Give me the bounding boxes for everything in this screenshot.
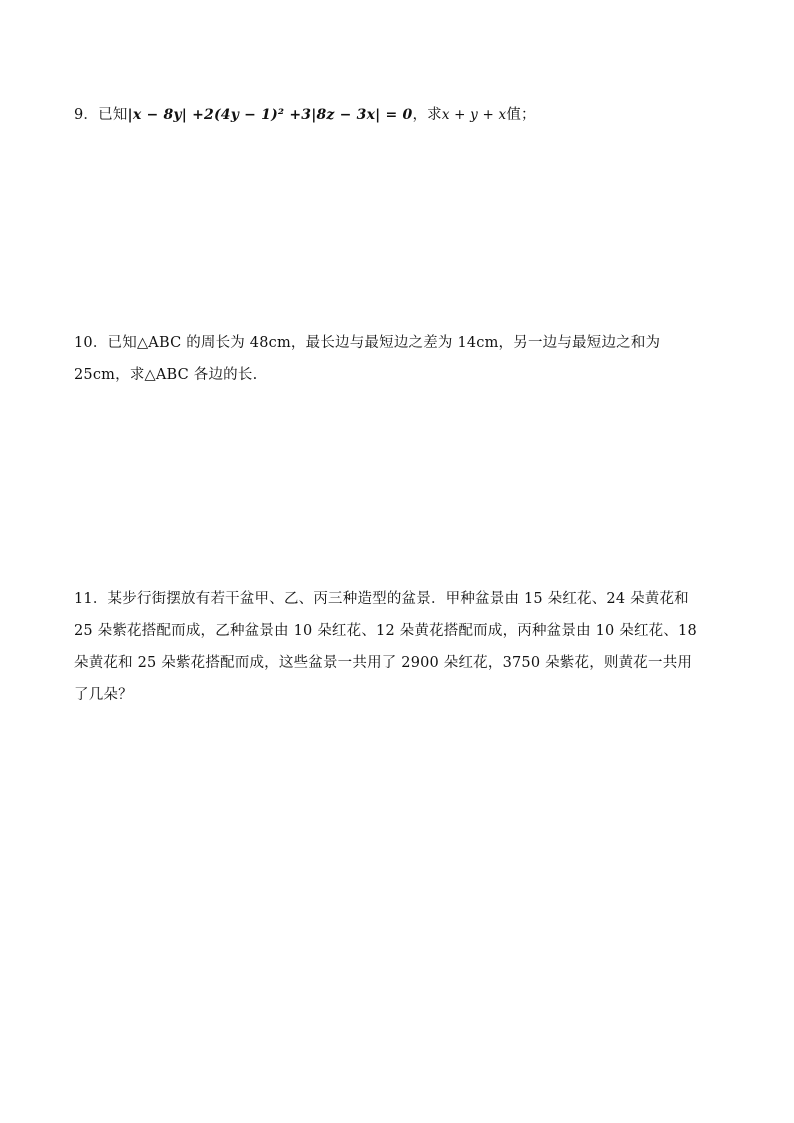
question-text: 值； (506, 107, 536, 123)
question-11-line-3: 朵黄花和 25 朵紫花搭配而成，这些盆景一共用了 2900 朵红花，3750 朵紫花，则黄花一共用 (74, 655, 693, 671)
question-11-line-2: 25 朵紫花搭配而成，乙种盆景由 10 朵红花、12 朵黄花搭配而成，丙种盆景由 10 朵红花、18 (74, 623, 697, 639)
question-text: 已知 (98, 107, 128, 123)
math-expression: x + y + x (441, 107, 507, 123)
question-number: 9． (74, 107, 99, 123)
question-11-line-4: 了几朵？ (74, 687, 133, 703)
question-9-line (74, 99, 724, 131)
question-10-line-1: 10．已知△ABC 的周长为 48cm，最长边与最短边之差为 14cm，另一边与最短边之和为 (74, 335, 661, 351)
question-10 (74, 327, 724, 391)
question-9 (74, 99, 724, 131)
question-11-line-1: 11．某步行街摆放有若干盆甲、乙、丙三种造型的盆景．甲种盆景由 15 朵红花、24 朵黄花和 (74, 591, 689, 607)
question-11 (74, 583, 724, 711)
question-text: ，求 (412, 107, 442, 123)
math-equation: |x − 8y| +2(4y − 1)² +3|8z − 3x| = 0 (127, 107, 413, 123)
question-10-line-2: 25cm，求△ABC 各边的长. (74, 367, 258, 383)
